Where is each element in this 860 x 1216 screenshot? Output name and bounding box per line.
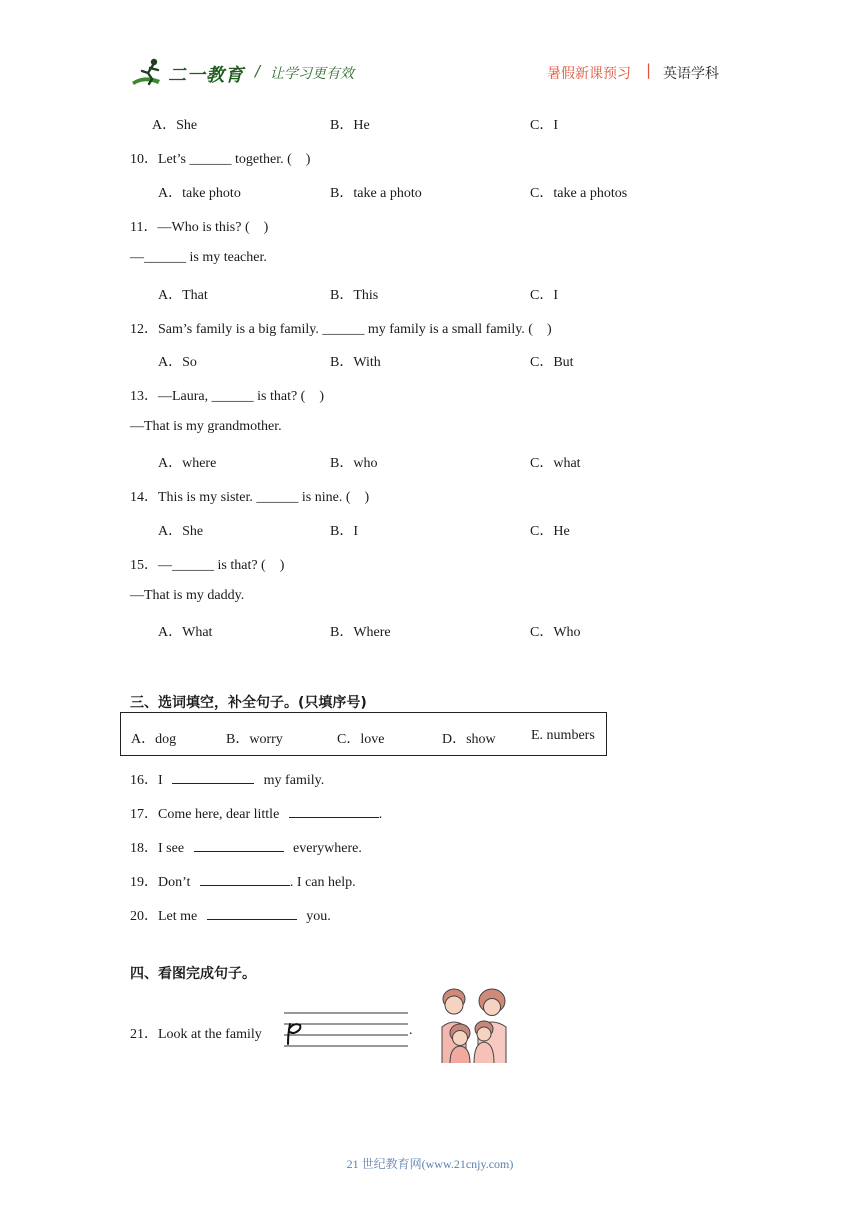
q9-option-c: C．I — [530, 118, 558, 133]
word-bank-item: B．worry — [226, 732, 283, 747]
q11-option-a: A．That — [158, 288, 208, 303]
q19-suffix: . I can help. — [289, 875, 356, 890]
header-slogan: 让学习更有效 — [270, 66, 354, 82]
header-separator: | — [646, 61, 652, 79]
family-picture-icon — [432, 985, 514, 1067]
q17-prefix: 17．Come here, dear little — [130, 807, 280, 822]
runner-logo-icon — [130, 56, 170, 88]
q12-option-a: A．So — [158, 355, 197, 370]
header-course: 暑假新课预习 — [547, 66, 631, 82]
q16-sentence — [130, 769, 324, 789]
header-slash: / — [255, 62, 261, 80]
q13-option-b: B．who — [330, 456, 378, 471]
q18-prefix: 18．I see — [130, 841, 185, 856]
q16-blank[interactable] — [172, 769, 254, 784]
q10-option-a: A．take photo — [158, 186, 241, 201]
q21-suffix: . — [409, 1023, 413, 1038]
q16-prefix: 16．I — [130, 773, 163, 788]
q15-option-c: C．Who — [530, 625, 581, 640]
q11-option-b: B．This — [330, 288, 379, 303]
word-bank-box — [120, 712, 607, 756]
q11-stem: 11．—Who is this? ( ) — [130, 220, 269, 235]
q17-suffix: . — [378, 807, 383, 822]
q9-option-b: B．He — [330, 118, 370, 133]
handwriting-lines-icon[interactable] — [282, 1008, 410, 1052]
page-footer[interactable]: 21 世纪教育网(www.21cnjy.com) — [346, 1157, 514, 1171]
q13-option-c: C．what — [530, 456, 581, 471]
q19-sentence — [130, 871, 356, 891]
q17-blank[interactable] — [289, 803, 379, 818]
section3-title: 三、选词填空，补全句子。(只填序号) — [130, 695, 367, 711]
section4-title: 四、看图完成句子。 — [130, 966, 256, 982]
q14-stem: 14．This is my sister. ______ is nine. ( ) — [130, 490, 370, 505]
q14-option-b: B．I — [330, 524, 358, 539]
q15-option-a: A．What — [158, 625, 213, 640]
q13-stem-reply: —That is my grandmother. — [130, 419, 282, 434]
q15-stem: 15．—______ is that? ( ) — [130, 558, 285, 573]
q14-option-c: C．He — [530, 524, 570, 539]
q19-prefix: 19．Don’t — [130, 875, 191, 890]
q11-option-c: C．I — [530, 288, 558, 303]
word-bank-item: C．love — [337, 732, 385, 747]
word-bank-item: A．dog — [131, 732, 177, 747]
q19-blank[interactable] — [200, 871, 290, 886]
q21-prefix: 21．Look at the family — [130, 1027, 262, 1042]
q17-sentence — [130, 803, 382, 823]
q9-option-a: A．She — [152, 118, 198, 133]
q13-option-a: A．where — [158, 456, 217, 471]
q20-suffix: you. — [306, 909, 331, 924]
q12-stem: 12．Sam’s family is a big family. ______ my family is a small family. ( ) — [130, 322, 552, 337]
q15-stem-reply: —That is my daddy. — [130, 588, 245, 603]
word-bank-item: D．show — [442, 732, 496, 747]
q14-option-a: A．She — [158, 524, 204, 539]
header-subject: 英语学科 — [663, 66, 719, 82]
q10-option-b: B．take a photo — [330, 186, 422, 201]
q18-suffix: everywhere. — [293, 841, 362, 856]
q16-suffix: my family. — [263, 773, 325, 788]
q12-option-b: B．With — [330, 355, 381, 370]
q13-stem: 13．—Laura, ______ is that? ( ) — [130, 389, 325, 404]
q11-stem-reply: —______ is my teacher. — [130, 250, 267, 265]
q15-option-b: B．Where — [330, 625, 391, 640]
q20-prefix: 20．Let me — [130, 909, 198, 924]
q20-blank[interactable] — [207, 905, 297, 920]
q18-blank[interactable] — [194, 837, 284, 852]
word-bank-item: E. numbers — [531, 728, 595, 743]
q10-stem: 10．Let’s ______ together. ( ) — [130, 152, 311, 167]
q12-option-c: C．But — [530, 355, 574, 370]
q18-sentence — [130, 837, 362, 857]
page-header — [130, 56, 730, 96]
q20-sentence — [130, 905, 331, 925]
logo-text: 二一教育 — [168, 65, 244, 86]
q10-option-c: C．take a photos — [530, 186, 628, 201]
